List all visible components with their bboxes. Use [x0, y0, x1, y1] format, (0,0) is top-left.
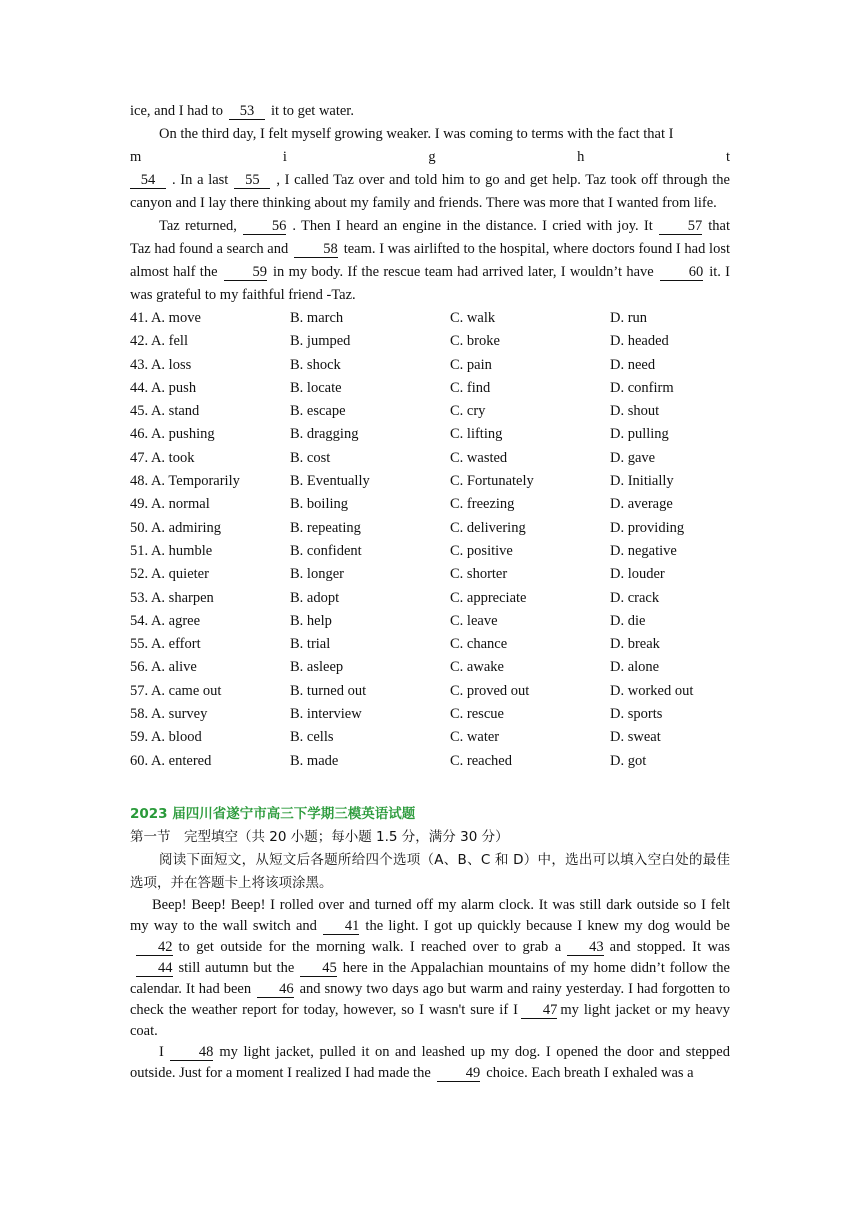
option-choice: C. delivering [450, 519, 526, 536]
spread-line [130, 146, 730, 169]
option-choice: C. wasted [450, 449, 508, 466]
option-choice: C. shorter [450, 566, 508, 583]
instructions: 阅读下面短文，从短文后各题所给四个选项（A、B、C 和 D）中，选出可以填入空白处的最佳选项，并在答题卡上将该项涂黑。 [130, 851, 730, 891]
option-choice: D. confirm [610, 379, 674, 396]
option-choice: C. walk [450, 310, 496, 326]
letter: i [282, 149, 287, 165]
blank-56: 56 [243, 219, 287, 235]
option-row [130, 493, 730, 516]
option-choice: 48. A. Temporarily [130, 473, 240, 490]
text: , I called Taz over and told him to go and get help. Taz took off through the canyon and I lay there thinking about my family and friends. There was more that I wanted from life. [130, 172, 730, 211]
option-choice: 56. A. alive [130, 659, 197, 676]
letter: h [577, 149, 585, 165]
text: Beep! Beep! Beep! I rolled over and turned off my alarm clock. It was still dark outside so I felt my way to the wall switch and [130, 896, 730, 934]
option-row [130, 470, 730, 493]
option-choice: 57. A. came out [130, 682, 222, 699]
option-choice: 51. A. humble [130, 542, 213, 559]
blank-60: 60 [660, 265, 704, 281]
option-choice: C. find [450, 379, 491, 396]
option-choice: 44. A. push [130, 379, 197, 396]
section-heading: 第一节 完型填空（共 20 小题；每小题 1.5 分，满分 30 分） [130, 828, 509, 845]
passage-paragraph [130, 1042, 730, 1084]
blank-49: 49 [437, 1066, 481, 1082]
option-choice: 60. A. entered [130, 752, 212, 769]
option-row [130, 656, 730, 679]
option-row [130, 633, 730, 656]
option-choice: 55. A. effort [130, 636, 201, 653]
passage-paragraph [130, 895, 730, 1042]
blank-47: 47 [521, 1003, 558, 1019]
option-choice: B. confident [290, 542, 362, 559]
option-row [130, 703, 730, 726]
option-choice: 49. A. normal [130, 496, 210, 513]
letter: g [428, 149, 436, 165]
option-row [130, 400, 730, 423]
option-choice: C. Fortunately [450, 473, 534, 490]
option-choice: D. shout [610, 403, 660, 420]
option-choice: D. louder [610, 566, 665, 583]
option-choice: 50. A. admiring [130, 519, 222, 536]
option-choice: 41. A. move [130, 310, 201, 326]
passage-paragraph [130, 123, 730, 146]
option-choice: D. average [610, 496, 673, 513]
option-choice: D. crack [610, 589, 660, 606]
text: choice. Each breath I exhaled was a [486, 1064, 694, 1081]
text: . Then I heard an engine in the distance. I cried with joy. It [292, 218, 653, 234]
text: the light. I got up quickly because I knew my dog would be [365, 917, 730, 934]
text: to get outside for the morning walk. I reached over to grab a [178, 938, 562, 955]
option-choice: 53. A. sharpen [130, 589, 214, 606]
option-choice: 59. A. blood [130, 729, 202, 746]
option-choice: C. cry [450, 403, 486, 420]
option-row [130, 750, 730, 773]
text: my light jacket or my heavy coat. [130, 1001, 730, 1039]
text: On the third day, I felt myself growing weaker. I was coming to terms with the fact that I [159, 126, 674, 142]
option-choice: C. appreciate [450, 589, 527, 606]
blank-48: 48 [170, 1045, 214, 1061]
option-choice: D. die [610, 612, 646, 629]
text: still autumn but the [178, 959, 295, 976]
option-choice: D. need [610, 356, 656, 373]
text: that Taz had found a search and [130, 218, 730, 257]
blank-43: 43 [567, 940, 604, 956]
option-choice: D. sweat [610, 729, 661, 746]
option-choice: B. shock [290, 356, 341, 373]
option-choice: 47. A. took [130, 449, 195, 466]
option-choice: B. interview [290, 706, 362, 723]
option-choice: D. sports [610, 706, 663, 723]
option-row [130, 423, 730, 446]
option-choice: C. water [450, 729, 500, 746]
option-choice: B. asleep [290, 659, 344, 676]
passage-paragraph [130, 215, 730, 307]
option-choice: C. reached [450, 752, 512, 769]
text: it. I was grateful to my faithful friend -Taz. [130, 264, 731, 303]
passage-paragraph [130, 100, 730, 123]
option-row [130, 307, 730, 330]
option-row [130, 377, 730, 400]
option-choice: D. pulling [610, 426, 669, 443]
option-choice: D. alone [610, 659, 660, 676]
text: I [159, 1043, 164, 1060]
blank-58: 58 [294, 242, 338, 258]
blank-57: 57 [659, 219, 703, 235]
option-choice: D. negative [610, 542, 677, 559]
blank-44: 44 [136, 961, 173, 977]
option-choice: C. positive [450, 542, 513, 559]
passage-paragraph [130, 169, 730, 215]
option-row [130, 726, 730, 749]
option-choice: B. escape [290, 403, 346, 420]
option-choice: B. jumped [290, 333, 351, 350]
option-choice: D. break [610, 636, 660, 653]
option-choice: D. gave [610, 449, 656, 466]
option-row [130, 610, 730, 633]
option-row [130, 517, 730, 540]
letter: t [725, 149, 730, 165]
option-choice: C. awake [450, 659, 504, 676]
options-list [130, 307, 730, 773]
option-choice: B. boiling [290, 496, 349, 513]
option-choice: B. trial [290, 636, 331, 653]
option-choice: B. locate [290, 379, 342, 396]
option-choice: C. broke [450, 333, 500, 350]
option-choice: 46. A. pushing [130, 426, 215, 443]
text: in my body. If the rescue team had arrived later, I wouldn’t have [273, 264, 654, 280]
option-row [130, 354, 730, 377]
text: my light jacket, pulled it on and leashed up my dog. I opened the door and stepped outside. Just for a moment I realized I had made the [130, 1043, 730, 1081]
blank-53: 53 [229, 104, 265, 120]
option-choice: 54. A. agree [130, 612, 201, 629]
option-choice: B. cost [290, 449, 331, 466]
option-choice: D. worked out [610, 682, 694, 699]
text: Taz returned, [159, 218, 237, 234]
option-choice: B. repeating [290, 519, 361, 536]
option-choice: B. turned out [290, 682, 367, 699]
option-choice: C. rescue [450, 706, 504, 723]
option-choice: C. freezing [450, 496, 515, 513]
option-row [130, 330, 730, 353]
text: team. I was airlifted to the hospital, where doctors found I had lost almost half the [130, 241, 730, 280]
text: and stopped. It was [609, 938, 730, 955]
text: and snowy two days ago but warm and rainy yesterday. I had forgotten to check the weather report for today, however, so I wasn't sure if I [130, 980, 730, 1018]
text: here in the Appalachian mountains of my home didn’t follow the calendar. It had been [130, 959, 730, 997]
blank-41: 41 [323, 919, 360, 935]
option-choice: D. Initially [610, 473, 674, 490]
option-choice: B. march [290, 310, 344, 326]
blank-46: 46 [257, 982, 294, 998]
option-choice: B. cells [290, 729, 334, 746]
text: ice, and I had to [130, 103, 224, 119]
option-choice: 43. A. loss [130, 356, 192, 373]
option-choice: B. dragging [290, 426, 359, 443]
option-choice: C. leave [450, 612, 498, 629]
exam-title: 2023 届四川省遂宁市高三下学期三模英语试题 [130, 805, 416, 822]
blank-59: 59 [224, 265, 268, 281]
option-choice: C. lifting [450, 426, 503, 443]
option-row [130, 540, 730, 563]
option-row [130, 680, 730, 703]
option-choice: D. run [610, 310, 648, 326]
blank-45: 45 [300, 961, 337, 977]
option-choice: C. proved out [450, 682, 530, 699]
option-choice: B. adopt [290, 589, 340, 606]
option-choice: 52. A. quieter [130, 566, 209, 583]
blank-42: 42 [136, 940, 173, 956]
text: . In a last [172, 172, 229, 188]
option-choice: C. chance [450, 636, 508, 653]
option-choice: D. got [610, 752, 647, 769]
option-choice: 42. A. fell [130, 333, 188, 350]
blank-55: 55 [234, 173, 270, 189]
option-choice: B. help [290, 612, 332, 629]
text: it to get water. [271, 103, 354, 119]
option-row [130, 447, 730, 470]
document-page [130, 100, 730, 1084]
letter: m [130, 149, 142, 165]
blank-54: 54 [130, 173, 166, 189]
option-choice: C. pain [450, 356, 492, 373]
option-choice: B. made [290, 752, 339, 769]
option-choice: B. Eventually [290, 473, 370, 490]
option-choice: 58. A. survey [130, 706, 208, 723]
option-row [130, 563, 730, 586]
option-choice: B. longer [290, 566, 344, 583]
option-choice: D. headed [610, 333, 669, 350]
option-choice: D. providing [610, 519, 685, 536]
option-row [130, 587, 730, 610]
option-choice: 45. A. stand [130, 403, 200, 420]
